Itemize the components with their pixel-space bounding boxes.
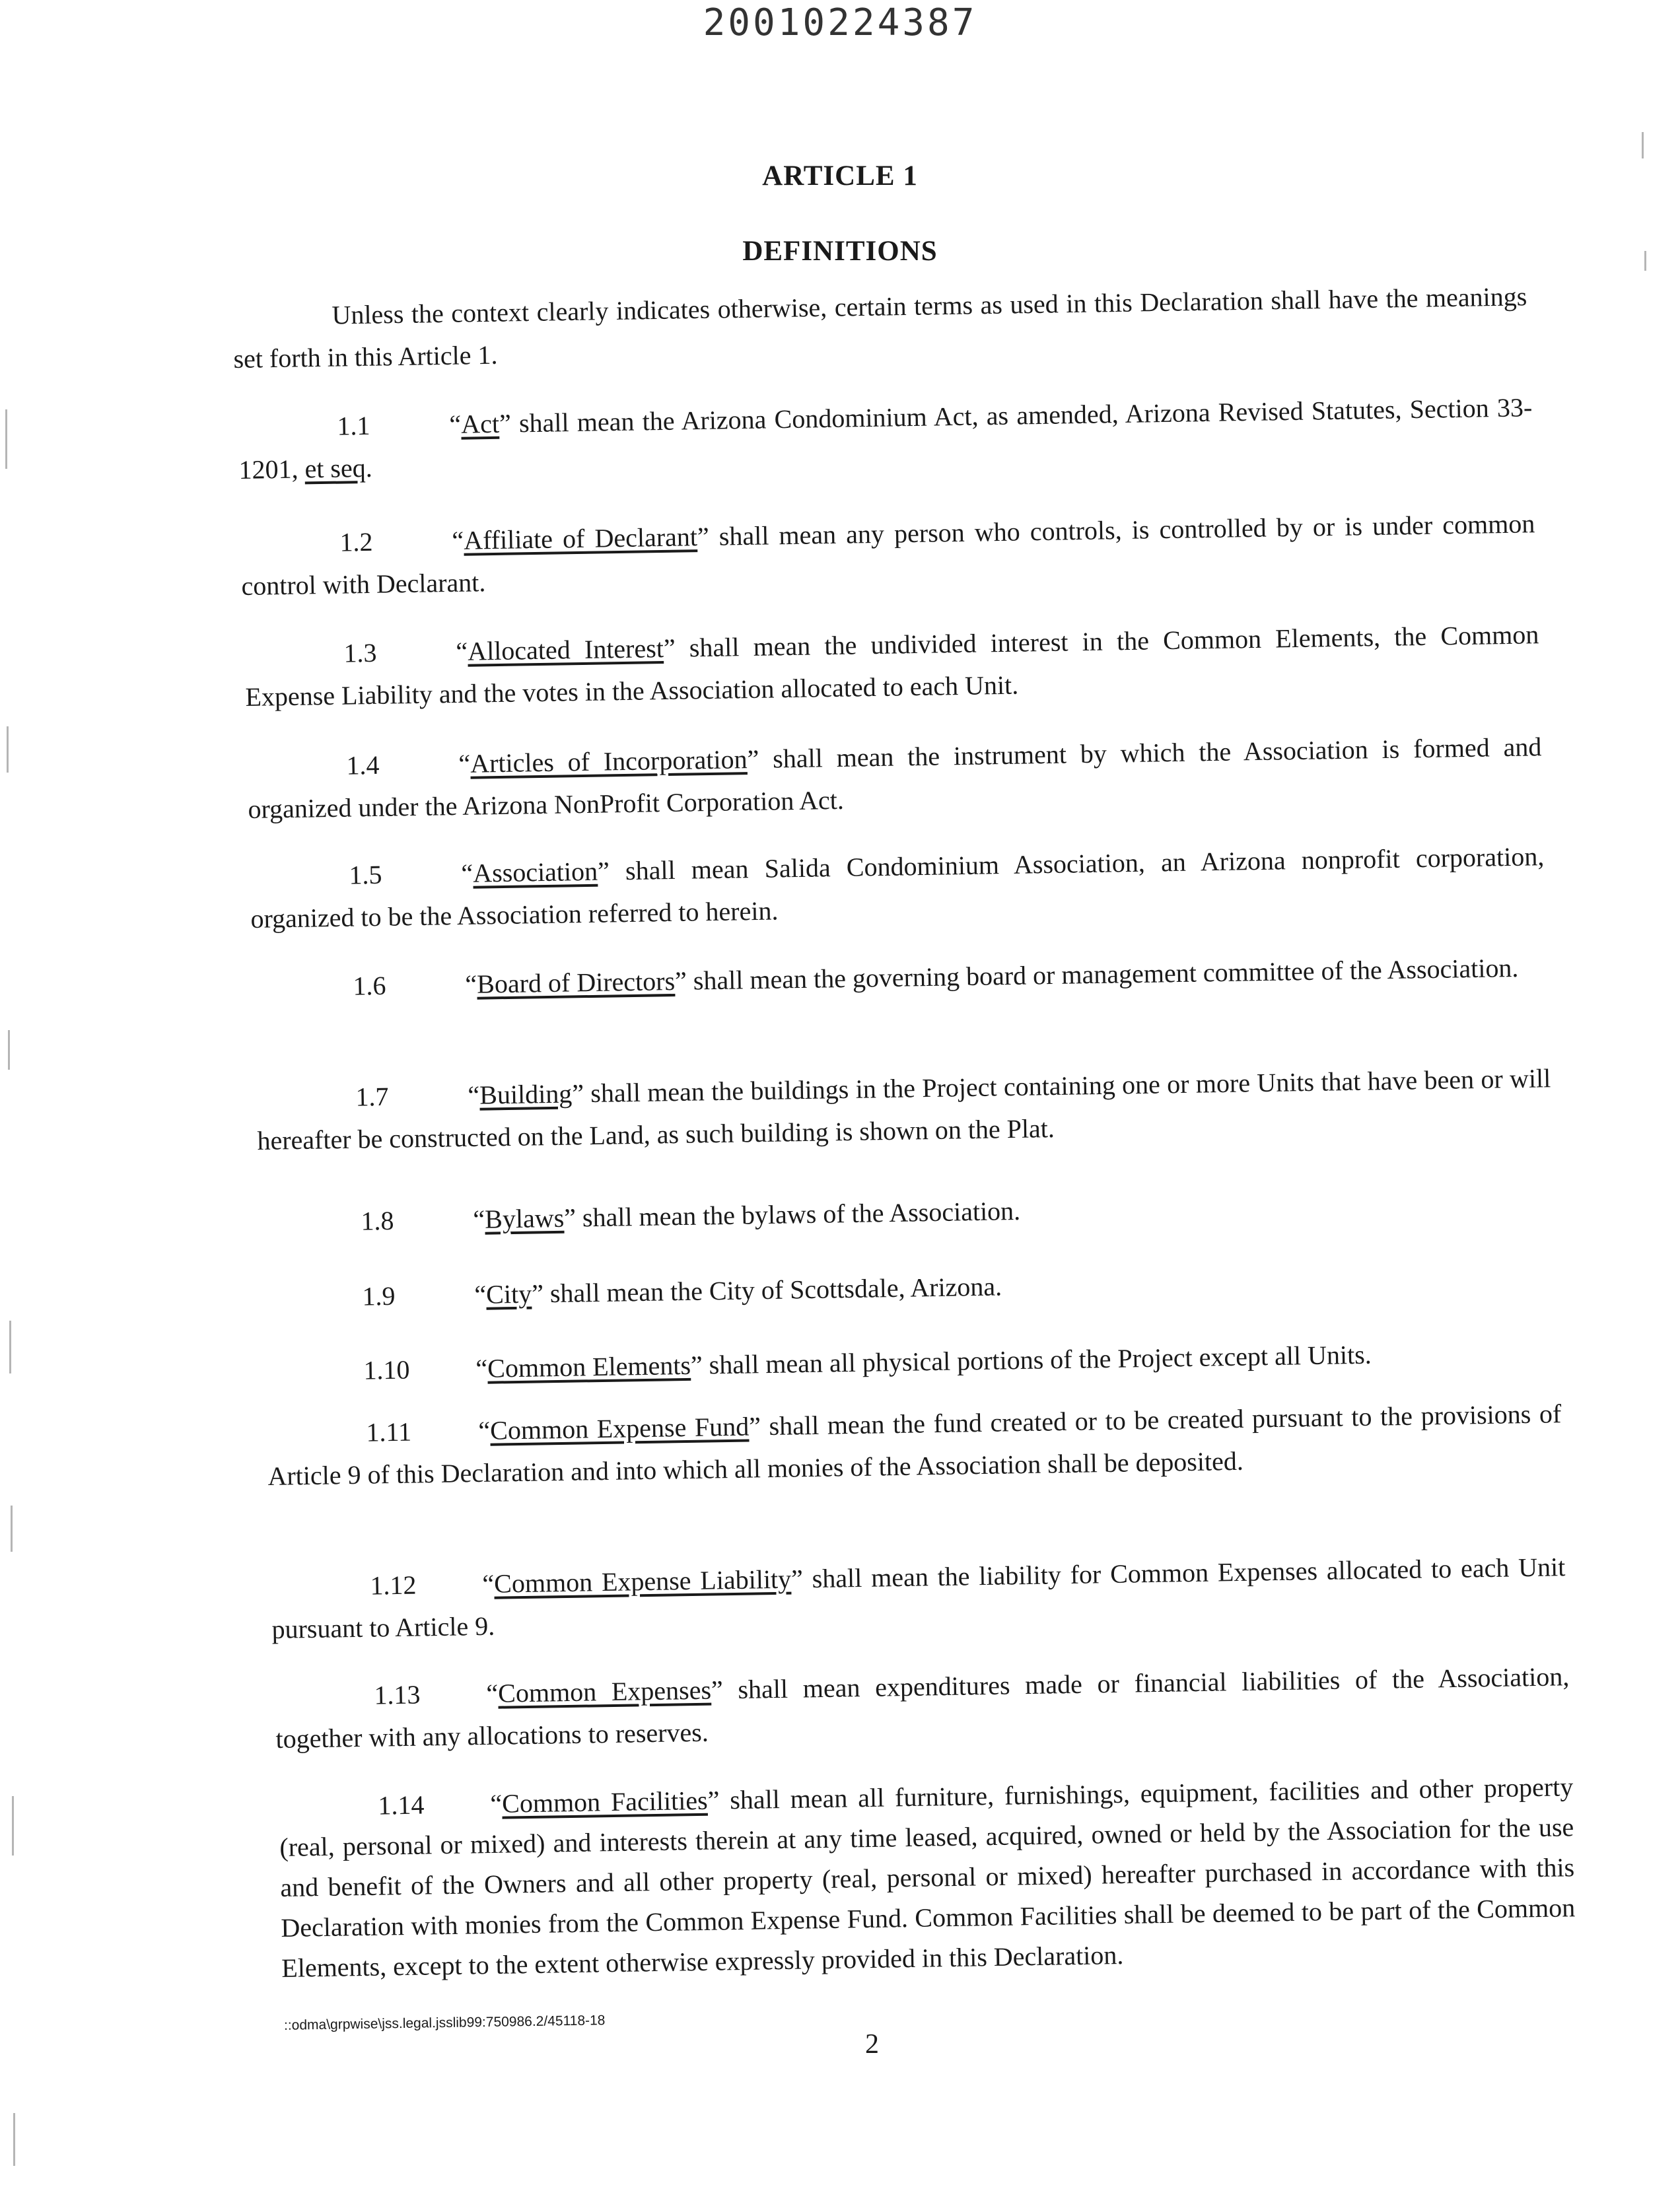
intro-text: Unless the context clearly indicates otherwise, certain terms as used in this Declaration shall have the meanings set forth in this Article 1. [233,281,1527,374]
definition-term: Building [479,1078,573,1110]
definition-text: shall mean the City of Scottsdale, Arizona. [543,1271,1002,1309]
definition-text: shall mean the instrument by which the Association is formed and organized under the Arizona NonProfit Corporation Act. [248,732,1542,824]
record-number: 20010224387 [703,1,977,44]
open-quote: “ [478,1415,491,1445]
definition-1-9 [263,1257,1558,1319]
open-quote: “ [486,1678,499,1708]
open-quote: “ [465,969,477,999]
open-quote: “ [474,1279,487,1309]
definition-text: shall mean any person who controls, is controlled by or is under common control with Declarant. [241,508,1535,601]
definition-term: Allocated Interest [467,633,664,666]
definition-number: 1.7 [355,1081,389,1112]
definition-term: Association [472,856,598,888]
definition-term: Act [460,408,500,439]
open-quote: “ [473,1204,485,1234]
close-quote: ” [697,521,710,552]
definition-number: 1.9 [362,1280,396,1311]
close-quote: ” [597,856,610,886]
scan-edge-mark [7,726,9,773]
close-quote: ” [690,1350,703,1380]
definition-number: 1.14 [378,1789,425,1821]
scan-edge-mark [8,1030,10,1070]
definition-text: shall mean the Arizona Condominium Act, as amended, Arizona Revised Statutes, Section 33-1201, [238,392,1533,485]
close-quote: ” [790,1564,804,1594]
definition-text: shall mean the fund created or to be created pursuant to the provisions of Article 9 of this Declaration and into which all monies of the Association shall be deposited. [267,1399,1562,1491]
definition-1-7 [256,1057,1552,1162]
close-quote: ” [707,1785,720,1815]
open-quote: “ [449,409,462,439]
close-quote: ” [531,1278,544,1309]
definition-number: 1.12 [370,1570,417,1601]
definition-1-14 [279,1766,1576,1988]
close-quote: ” [748,1411,761,1441]
definition-number: 1.2 [339,526,373,557]
definition-text: shall mean the liability for Common Expenses allocated to each Unit pursuant to Article 9. [271,1552,1566,1644]
close-quote: ” [674,965,687,996]
close-quote: ” [571,1078,584,1109]
scan-edge-mark [1644,251,1646,271]
open-quote: “ [475,1353,488,1383]
open-quote: “ [461,858,473,888]
scan-edge-mark [1642,132,1644,158]
scan-edge-mark [12,1796,14,1856]
definition-number: 1.6 [353,970,386,1001]
definition-term: Common Expenses [497,1675,712,1708]
definition-text: shall mean all furniture, furnishings, equipment, facilities and other property (real, personal or mixed) and interests therein at any time leased, acquired, owned or held by the Association for the use and benefit of the Owners and all other property (real, personal or mixed) hereafter purchased in accordance with this Declaration with monies from the Common Expense Fund. Common Facilities shall be deemed to be part of the Common Elements, except to the extent otherwise expressly provided in this Declaration. [279,1772,1576,1983]
definition-number: 1.5 [349,859,382,890]
close-quote: ” [747,744,759,775]
open-quote: “ [458,748,471,779]
definition-term: Common Expense Fund [489,1411,750,1445]
definition-term: Board of Directors [476,965,676,999]
definition-term: City [485,1278,532,1309]
definition-1-1 [238,386,1533,491]
article-subtitle: DEFINITIONS [742,236,938,267]
definition-number: 1.11 [366,1416,412,1447]
intro-paragraph [232,275,1528,380]
definition-term: Common Expense Liability [493,1564,792,1599]
definition-1-2 [240,503,1536,608]
definition-term: Affiliate of Declarant [463,522,698,555]
close-quote: ” [499,408,512,438]
close-quote: ” [563,1202,577,1233]
definition-number: 1.13 [374,1679,421,1710]
scan-edge-mark [9,1321,11,1373]
definition-end: . [365,452,373,483]
definition-1-8 [262,1181,1557,1244]
open-quote: “ [490,1788,503,1819]
close-quote: ” [663,633,676,664]
definition-1-11 [267,1393,1562,1498]
definition-1-10 [264,1331,1559,1393]
open-quote: “ [482,1568,495,1599]
definition-text: shall mean Salida Condominium Association, an Arizona nonprofit corporation, organized to be the Association referred to herein. [250,841,1545,934]
definition-text: shall mean all physical portions of the Project except all Units. [702,1339,1372,1380]
definition-number: 1.8 [361,1205,394,1236]
footer-code: ::odma\grpwise\jss.legal.jsslib99:750986.2/45118-18 [283,2013,606,2033]
definition-1-6 [254,946,1549,1009]
page-number: 2 [865,2029,879,2060]
definition-number: 1.3 [343,637,377,668]
definition-1-13 [275,1655,1570,1760]
open-quote: “ [468,1080,480,1110]
definition-text: shall mean the undivided interest in the Common Elements, the Common Expense Liability and the votes in the Association allocated to each Unit. [245,619,1539,712]
definition-term: Articles of Incorporation [470,744,748,779]
definition-number: 1.10 [363,1354,410,1385]
scan-edge-mark [5,409,7,469]
definition-1-3 [244,613,1540,718]
close-quote: ” [711,1675,724,1705]
open-quote: “ [456,636,468,666]
definition-text: shall mean the buildings in the Project containing one or more Units that have been or will hereafter be constructed on the Land, as such building is shown on the Plat. [257,1063,1551,1156]
scan-edge-mark [11,1506,13,1552]
definition-text: shall mean the bylaws of the Association. [575,1195,1021,1233]
definition-text: shall mean expenditures made or financial liabilities of the Association, together with any allocations to reserves. [275,1661,1570,1754]
definition-term: Common Elements [487,1350,691,1383]
definition-term: Bylaws [484,1202,565,1234]
definition-term: Common Facilities [501,1785,708,1819]
definition-1-5 [250,835,1545,940]
et-seq-text: et seq [304,452,367,484]
article-title: ARTICLE 1 [762,160,918,191]
open-quote: “ [452,525,464,555]
definition-number: 1.4 [346,749,380,781]
definition-number: 1.1 [337,410,370,441]
definition-text: shall mean the governing board or management committee of the Association. [686,952,1519,996]
definition-1-4 [247,726,1543,831]
scan-edge-mark [13,2113,15,2166]
definition-1-12 [271,1546,1566,1651]
